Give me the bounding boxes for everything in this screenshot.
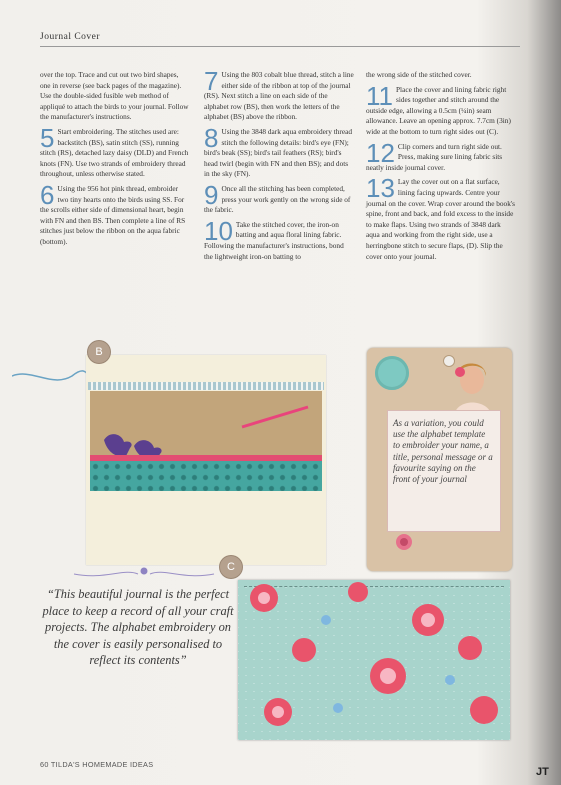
embroidery-needle <box>240 405 310 429</box>
paragraph: the wrong side of the stitched cover. <box>366 70 472 79</box>
header-divider <box>40 46 520 47</box>
page-footer: 60 TILDA'S HOMEMADE IDEAS <box>40 760 154 769</box>
step-number: 8 <box>204 122 219 153</box>
pull-quote: “This beautiful journal is the perfect place to keep a record of all your craft projects. The alphabet embroidery on the cover is easily personalised to reflect its contents” <box>42 587 234 667</box>
step-number: 12 <box>366 137 395 168</box>
step-number: 10 <box>204 215 233 246</box>
step-text: Clip corners and turn right side out. Press, making sure lining fabric sits neatly inside journal cover. <box>366 141 503 172</box>
figure-label-c: C <box>220 556 242 578</box>
alphabet-ribbon <box>88 382 324 390</box>
corner-initials: JT <box>536 766 549 778</box>
step-text: Using the 803 cobalt blue thread, stitch a line either side of the ribbon at top of the journal (RS). Next stitch a line on each side of the alphabet row (BS), then work the letters of the alphabet (BS) above the ribbon. <box>204 70 354 122</box>
step-13 <box>366 173 516 262</box>
step-text: Using the 3848 dark aqua embroidery thread stitch the following details: bird's eye (FN); bird's beak (SS); bird's tail feathers (RS); bird's head twirl (begin with FN and then BS); and dots in the sky (FN). <box>204 126 352 179</box>
step-text: Place the cover and lining fabric right sides together and stitch around the outside edge, allowing a 0.5cm (¼in) seam allowance. Leave an opening approx. 7.7cm (3in) wide at the bottom to turn right sides out (C). <box>366 84 511 136</box>
text-column-3 <box>366 70 516 266</box>
step-text: Lay the cover out on a flat surface, lining facing upwards. Centre your journal on the cover. Wrap cover around the book's spine, front and back, and fold excess to the inside to make flaps. Using two strands of 3848 dark aqua and working from the right side, use a herringbone stitch to secure flaps, (D). Slip the cover onto your journal. <box>366 177 516 261</box>
text-column-1 <box>40 70 190 252</box>
step-11 <box>366 80 516 138</box>
step-number: 9 <box>204 179 219 210</box>
teal-fabric <box>90 461 322 491</box>
step-number: 5 <box>40 122 55 153</box>
step-7 <box>204 66 354 123</box>
step-5 <box>40 122 190 180</box>
section-title: Journal Cover <box>40 32 101 42</box>
rose-icon <box>392 530 418 554</box>
text-column-2 <box>204 66 354 266</box>
step-12 <box>366 137 516 174</box>
step-text: Using the 956 hot pink thread, embroider two tiny hearts onto the birds using SS. For the scrolls either side of dimensional heart, begin with FN and then BS. Then complete a line of RS stitches just below the ribbon on the aqua fabric (bottom). <box>40 183 186 246</box>
step-text: Start embroidering. The stitches used are: backstitch (BS), satin stitch (SS), running stitch (RS), detached lazy daisy (DLD) and French knots (FN). Use two strands of embroidery thread throughout, unless otherwise stated. <box>40 126 189 179</box>
vintage-lady-image <box>440 360 500 416</box>
variation-note: As a variation, you could use the alphabet template to embroider your name, a title, personal message or a favourite saying on the front of your journal <box>393 418 493 485</box>
step-10 <box>204 215 354 262</box>
step-number: 6 <box>40 179 55 210</box>
quote-ornament <box>64 562 224 582</box>
step-6 <box>40 179 190 248</box>
paragraph: over the top. Trace and cut out two bird shapes, one in reverse (see back pages of the magazine). Use the double-sided fusible web method of appliqué to attach the birds to your journal. Follow the manufacturer's instructions. <box>40 70 189 122</box>
step-text: Take the stitched cover, the iron-on batting and aqua floral lining fabric. Following the manufacturer's instructions, bond the lightweight iron-on batting to <box>204 219 344 261</box>
step-8 <box>204 122 354 180</box>
floral-print <box>238 580 510 740</box>
step-number: 7 <box>204 66 219 96</box>
step-number: 13 <box>366 173 395 204</box>
figure-label-b: B <box>88 341 110 363</box>
button-icon <box>375 356 409 390</box>
step-number: 11 <box>366 80 393 111</box>
step-9 <box>204 179 354 216</box>
step-text: Once all the stitching has been completed, press your work gently on the wrong side of the fabric. <box>204 183 351 215</box>
